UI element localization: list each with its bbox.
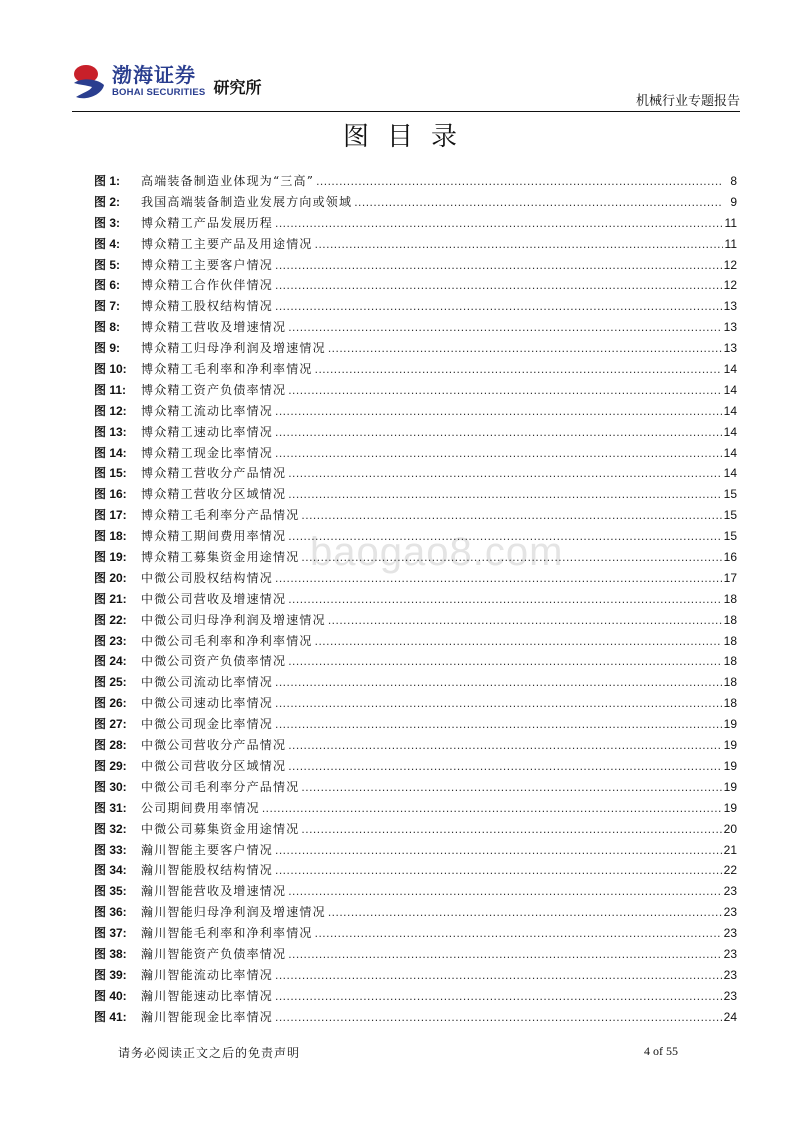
toc-figure-number: 图 4: bbox=[94, 236, 121, 251]
toc-dot-leader bbox=[275, 696, 722, 710]
toc-dot-leader bbox=[288, 947, 721, 961]
toc-figure-title: 我国高端装备制造业发展方向或领域 bbox=[141, 194, 353, 209]
toc-entry[interactable] bbox=[94, 715, 737, 736]
toc-page-number: 12 bbox=[723, 257, 737, 272]
watermark: baogao8.com bbox=[310, 530, 564, 574]
toc-entry[interactable] bbox=[94, 945, 737, 966]
toc-figure-title: 中微公司股权结构情况 bbox=[141, 570, 274, 585]
toc-entry[interactable] bbox=[94, 903, 737, 924]
toc-dot-leader bbox=[288, 466, 721, 480]
toc-entry[interactable] bbox=[94, 861, 737, 882]
toc-dot-leader bbox=[315, 634, 722, 648]
toc-figure-title: 中微公司速动比率情况 bbox=[141, 696, 274, 711]
toc-dot-leader bbox=[275, 278, 722, 292]
toc-entry[interactable] bbox=[94, 673, 737, 694]
toc-page-number: 19 bbox=[723, 717, 737, 732]
toc-figure-title: 瀚川智能流动比率情况 bbox=[141, 967, 274, 982]
toc-entry[interactable] bbox=[94, 736, 737, 757]
toc-figure-title: 中微公司资产负债率情况 bbox=[141, 654, 287, 669]
toc-page-number: 14 bbox=[723, 445, 737, 460]
toc-figure-title: 博众精工募集资金用途情况 bbox=[141, 550, 300, 565]
toc-figure-title: 瀚川智能主要客户情况 bbox=[141, 842, 274, 857]
toc-figure-number: 图 29: bbox=[94, 758, 127, 773]
toc-page-number: 18 bbox=[723, 675, 737, 690]
toc-entry[interactable] bbox=[94, 318, 737, 339]
toc-figure-number: 图 3: bbox=[94, 215, 121, 230]
toc-dot-leader bbox=[275, 571, 722, 585]
toc-page-number: 14 bbox=[723, 403, 737, 418]
toc-page-number: 15 bbox=[723, 487, 737, 502]
toc-figure-title: 中微公司营收及增速情况 bbox=[141, 591, 287, 606]
toc-entry[interactable] bbox=[94, 757, 737, 778]
toc-figure-number: 图 39: bbox=[94, 967, 127, 982]
toc-entry[interactable] bbox=[94, 193, 737, 214]
toc-dot-leader bbox=[288, 592, 721, 606]
figure-table-of-contents bbox=[94, 172, 737, 1029]
toc-entry[interactable] bbox=[94, 444, 737, 465]
toc-entry[interactable] bbox=[94, 276, 737, 297]
toc-page-number: 23 bbox=[723, 905, 737, 920]
toc-page-number: 21 bbox=[723, 842, 737, 857]
toc-page-number: 14 bbox=[723, 424, 737, 439]
toc-entry[interactable] bbox=[94, 256, 737, 277]
toc-figure-title: 瀚川智能毛利率和净利率情况 bbox=[141, 926, 313, 941]
page-header bbox=[72, 60, 740, 112]
toc-dot-leader bbox=[288, 529, 721, 543]
toc-figure-number: 图 24: bbox=[94, 654, 127, 669]
toc-figure-number: 图 20: bbox=[94, 570, 127, 585]
toc-figure-number: 图 36: bbox=[94, 905, 127, 920]
toc-page-number: 18 bbox=[723, 633, 737, 648]
toc-entry[interactable] bbox=[94, 423, 737, 444]
toc-figure-number: 图 14: bbox=[94, 445, 127, 460]
toc-page-number: 8 bbox=[730, 174, 737, 188]
toc-dot-leader bbox=[354, 195, 723, 209]
toc-figure-title: 中微公司现金比率情况 bbox=[141, 717, 274, 732]
toc-dot-leader bbox=[275, 717, 722, 731]
toc-dot-leader bbox=[275, 425, 722, 439]
toc-page-number: 13 bbox=[723, 299, 737, 314]
toc-figure-number: 图 16: bbox=[94, 487, 127, 502]
toc-dot-leader bbox=[275, 446, 722, 460]
bohai-logo bbox=[72, 60, 261, 102]
toc-entry[interactable] bbox=[94, 172, 737, 193]
toc-figure-number: 图 7: bbox=[94, 299, 121, 314]
report-type: 机械行业专题报告 bbox=[635, 94, 740, 109]
toc-figure-title: 中微公司营收分区域情况 bbox=[141, 758, 287, 773]
toc-figure-number: 图 30: bbox=[94, 779, 127, 794]
toc-figure-number: 图 8: bbox=[94, 320, 121, 335]
toc-figure-title: 中微公司毛利率分产品情况 bbox=[141, 779, 300, 794]
toc-entry[interactable] bbox=[94, 548, 737, 569]
toc-figure-title: 博众精工毛利率和净利率情况 bbox=[141, 362, 313, 377]
toc-figure-title: 博众精工流动比率情况 bbox=[141, 403, 274, 418]
toc-page-number: 9 bbox=[730, 194, 737, 209]
toc-figure-title: 博众精工期间费用率情况 bbox=[141, 529, 287, 544]
toc-page-number: 14 bbox=[723, 382, 737, 397]
toc-figure-number: 图 9: bbox=[94, 341, 121, 356]
toc-figure-number: 图 22: bbox=[94, 612, 127, 627]
toc-figure-number: 图 21: bbox=[94, 591, 127, 606]
toc-figure-number: 图 23: bbox=[94, 633, 127, 648]
toc-figure-number: 图 19: bbox=[94, 550, 127, 565]
toc-page-number: 16 bbox=[723, 550, 737, 565]
toc-page-number: 12 bbox=[723, 278, 737, 293]
toc-entry[interactable] bbox=[94, 632, 737, 653]
toc-dot-leader bbox=[315, 926, 722, 940]
toc-page-number: 18 bbox=[723, 654, 737, 669]
toc-dot-leader bbox=[275, 1010, 722, 1024]
toc-entry[interactable] bbox=[94, 924, 737, 945]
toc-figure-number: 图 10: bbox=[94, 362, 127, 377]
toc-figure-title: 高端装备制造业体现为“三高” bbox=[141, 174, 315, 188]
toc-page-number: 23 bbox=[723, 884, 737, 899]
toc-page-number: 20 bbox=[723, 821, 737, 836]
toc-figure-number: 图 38: bbox=[94, 946, 127, 961]
toc-dot-leader bbox=[275, 675, 722, 689]
footer-disclaimer: 请务必阅读正文之后的免责声明 bbox=[118, 1046, 301, 1060]
toc-figure-number: 图 27: bbox=[94, 717, 127, 732]
toc-dot-leader bbox=[288, 487, 721, 501]
toc-figure-number: 图 11: bbox=[94, 382, 127, 397]
toc-figure-title: 瀚川智能速动比率情况 bbox=[141, 988, 274, 1003]
toc-dot-leader bbox=[328, 905, 722, 919]
toc-figure-title: 中微公司毛利率和净利率情况 bbox=[141, 633, 313, 648]
toc-dot-leader bbox=[262, 801, 722, 815]
toc-page-number: 11 bbox=[724, 236, 737, 251]
toc-figure-number: 图 35: bbox=[94, 884, 127, 899]
toc-figure-title: 博众精工产品发展历程 bbox=[141, 215, 274, 230]
toc-dot-leader bbox=[315, 362, 722, 376]
toc-dot-leader bbox=[288, 383, 721, 397]
toc-page-number: 23 bbox=[723, 946, 737, 961]
toc-dot-leader bbox=[275, 968, 722, 982]
toc-figure-title: 博众精工速动比率情况 bbox=[141, 424, 274, 439]
toc-page-number: 15 bbox=[723, 508, 737, 523]
toc-figure-title: 中微公司营收分产品情况 bbox=[141, 738, 287, 753]
toc-entry[interactable] bbox=[94, 590, 737, 611]
toc-figure-number: 图 32: bbox=[94, 821, 127, 836]
toc-figure-number: 图 25: bbox=[94, 675, 127, 690]
toc-entry[interactable] bbox=[94, 360, 737, 381]
toc-dot-leader bbox=[328, 613, 722, 627]
toc-figure-title: 博众精工股权结构情况 bbox=[141, 299, 274, 314]
toc-entry[interactable] bbox=[94, 778, 737, 799]
toc-figure-title: 博众精工毛利率分产品情况 bbox=[141, 508, 300, 523]
toc-figure-title: 博众精工现金比率情况 bbox=[141, 445, 274, 460]
toc-dot-leader bbox=[288, 884, 721, 898]
toc-entry[interactable] bbox=[94, 987, 737, 1008]
toc-dot-leader bbox=[328, 341, 722, 355]
toc-dot-leader bbox=[288, 654, 721, 668]
toc-page-number: 13 bbox=[723, 320, 737, 335]
toc-page-number: 11 bbox=[724, 215, 737, 230]
toc-figure-number: 图 31: bbox=[94, 800, 127, 815]
toc-page-number: 14 bbox=[723, 362, 737, 377]
toc-entry[interactable] bbox=[94, 214, 737, 235]
toc-figure-title: 博众精工主要客户情况 bbox=[141, 257, 274, 272]
toc-figure-number: 图 13: bbox=[94, 424, 127, 439]
toc-page-number: 23 bbox=[723, 988, 737, 1003]
toc-entry[interactable] bbox=[94, 464, 737, 485]
toc-figure-title: 中微公司募集资金用途情况 bbox=[141, 821, 300, 836]
toc-page-number: 23 bbox=[723, 926, 737, 941]
toc-dot-leader bbox=[301, 508, 721, 522]
toc-figure-title: 中微公司流动比率情况 bbox=[141, 675, 274, 690]
toc-dot-leader bbox=[275, 216, 723, 230]
toc-figure-number: 图 41: bbox=[94, 1009, 127, 1024]
toc-dot-leader bbox=[275, 299, 722, 313]
toc-page-number: 13 bbox=[723, 341, 737, 356]
toc-figure-title: 瀚川智能股权结构情况 bbox=[141, 863, 274, 878]
toc-dot-leader bbox=[288, 738, 721, 752]
toc-dot-leader bbox=[288, 320, 721, 334]
toc-figure-title: 博众精工营收分产品情况 bbox=[141, 466, 287, 481]
toc-figure-title: 瀚川智能归母净利润及增速情况 bbox=[141, 905, 326, 920]
toc-figure-number: 图 6: bbox=[94, 278, 121, 293]
toc-figure-title: 博众精工合作伙伴情况 bbox=[141, 278, 274, 293]
toc-figure-number: 图 17: bbox=[94, 508, 127, 523]
toc-entry[interactable] bbox=[94, 611, 737, 632]
toc-page-number: 18 bbox=[723, 612, 737, 627]
toc-dot-leader bbox=[275, 989, 722, 1003]
toc-dot-leader bbox=[316, 174, 723, 188]
toc-page-number: 14 bbox=[723, 466, 737, 481]
toc-entry[interactable] bbox=[94, 820, 737, 841]
toc-figure-title: 博众精工主要产品及用途情况 bbox=[141, 236, 313, 251]
toc-figure-title: 博众精工营收分区域情况 bbox=[141, 487, 287, 502]
institute-label: 研究所 bbox=[213, 77, 262, 97]
toc-dot-leader bbox=[301, 550, 721, 564]
toc-figure-number: 图 1: bbox=[94, 174, 121, 188]
toc-figure-number: 图 40: bbox=[94, 988, 127, 1003]
toc-dot-leader bbox=[275, 404, 722, 418]
toc-page-number: 19 bbox=[723, 758, 737, 773]
toc-figure-number: 图 34: bbox=[94, 863, 127, 878]
toc-dot-leader bbox=[301, 822, 721, 836]
toc-page-number: 17 bbox=[723, 570, 737, 585]
toc-figure-number: 图 12: bbox=[94, 403, 127, 418]
toc-entry[interactable] bbox=[94, 841, 737, 862]
toc-entry[interactable] bbox=[94, 1008, 737, 1029]
toc-figure-title: 瀚川智能现金比率情况 bbox=[141, 1009, 274, 1024]
toc-entry[interactable] bbox=[94, 381, 737, 402]
toc-entry[interactable] bbox=[94, 297, 737, 318]
toc-figure-number: 图 33: bbox=[94, 842, 127, 857]
toc-page-number: 19 bbox=[723, 738, 737, 753]
toc-figure-title: 博众精工营收及增速情况 bbox=[141, 320, 287, 335]
toc-entry[interactable] bbox=[94, 235, 737, 256]
toc-page-number: 23 bbox=[723, 967, 737, 982]
toc-entry[interactable] bbox=[94, 882, 737, 903]
toc-entry[interactable] bbox=[94, 966, 737, 987]
toc-figure-title: 瀚川智能营收及增速情况 bbox=[141, 884, 287, 899]
toc-entry[interactable] bbox=[94, 402, 737, 423]
toc-dot-leader bbox=[275, 843, 722, 857]
header-divider bbox=[72, 111, 740, 112]
toc-entry[interactable] bbox=[94, 527, 737, 548]
toc-entry[interactable] bbox=[94, 506, 737, 527]
toc-page-number: 22 bbox=[723, 863, 737, 878]
toc-entry[interactable] bbox=[94, 652, 737, 673]
footer-page-number: 4 of 55 bbox=[644, 1044, 678, 1058]
toc-figure-title: 博众精工归母净利润及增速情况 bbox=[141, 341, 326, 356]
toc-entry[interactable] bbox=[94, 694, 737, 715]
toc-page-number: 19 bbox=[723, 800, 737, 815]
toc-figure-title: 博众精工资产负债率情况 bbox=[141, 382, 287, 397]
toc-figure-title: 中微公司归母净利润及增速情况 bbox=[141, 612, 326, 627]
bohai-logo-mark-icon bbox=[72, 61, 106, 101]
toc-figure-number: 图 28: bbox=[94, 738, 127, 753]
toc-entry[interactable] bbox=[94, 485, 737, 506]
toc-figure-title: 瀚川智能资产负债率情况 bbox=[141, 946, 287, 961]
page-title: 图目录 bbox=[342, 122, 475, 152]
toc-figure-number: 图 2: bbox=[94, 194, 121, 209]
toc-page-number: 18 bbox=[723, 696, 737, 711]
toc-entry[interactable] bbox=[94, 799, 737, 820]
toc-figure-title: 公司期间费用率情况 bbox=[141, 800, 260, 815]
toc-dot-leader bbox=[288, 759, 721, 773]
logo-english-name: BOHAI SECURITIES bbox=[112, 86, 206, 98]
toc-entry[interactable] bbox=[94, 339, 737, 360]
toc-page-number: 19 bbox=[723, 779, 737, 794]
toc-figure-number: 图 15: bbox=[94, 466, 127, 481]
toc-page-number: 24 bbox=[723, 1009, 737, 1024]
toc-dot-leader bbox=[315, 237, 723, 251]
toc-figure-number: 图 26: bbox=[94, 696, 127, 711]
toc-figure-number: 图 37: bbox=[94, 926, 127, 941]
toc-page-number: 18 bbox=[723, 591, 737, 606]
toc-dot-leader bbox=[275, 863, 722, 877]
logo-chinese-name: 渤海证券 bbox=[112, 62, 196, 87]
toc-entry[interactable] bbox=[94, 569, 737, 590]
toc-page-number: 15 bbox=[723, 529, 737, 544]
toc-dot-leader bbox=[275, 258, 722, 272]
toc-dot-leader bbox=[301, 780, 721, 794]
toc-figure-number: 图 5: bbox=[94, 257, 121, 272]
toc-figure-number: 图 18: bbox=[94, 529, 127, 544]
